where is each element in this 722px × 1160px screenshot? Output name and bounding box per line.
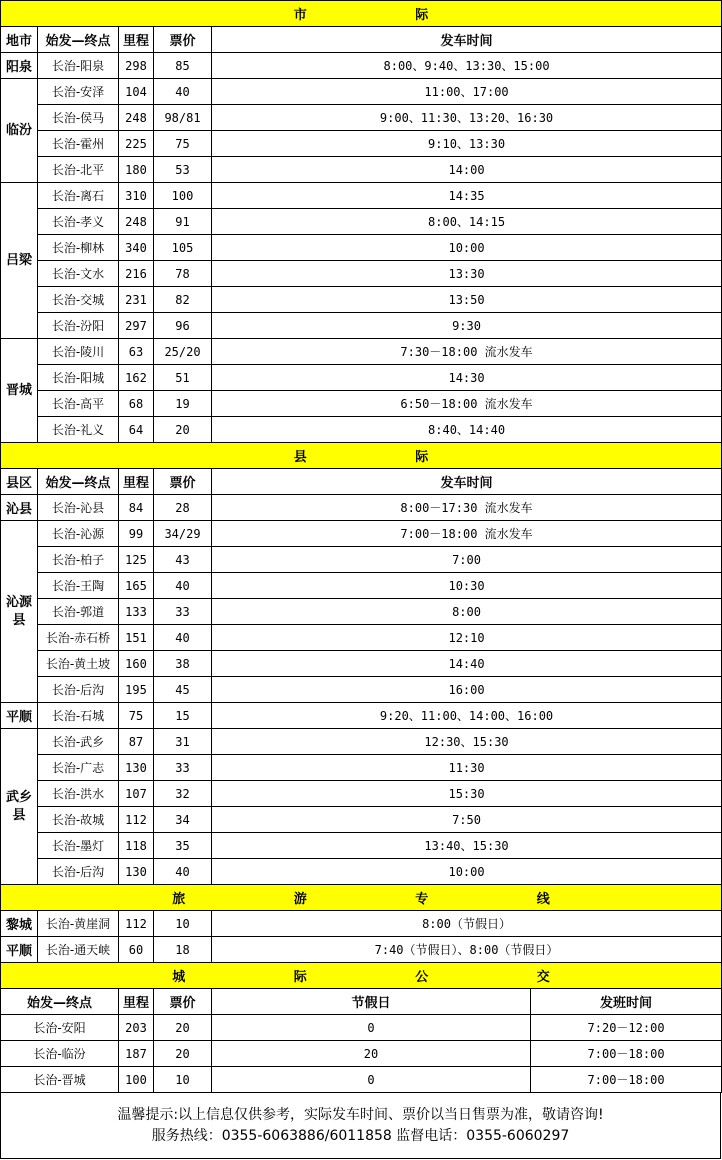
header-distance: 里程 xyxy=(119,989,154,1015)
table-row xyxy=(1,651,722,677)
distance-cell: 187 xyxy=(119,1041,154,1067)
holiday-cell: 0 xyxy=(212,1015,531,1041)
price-cell: 19 xyxy=(154,391,212,417)
schedule-cell: 8:40、14:40 xyxy=(212,417,722,443)
region-cell: 武乡县 xyxy=(1,729,38,885)
route-cell: 长治-孝义 xyxy=(38,209,119,235)
schedule-cell: 13:30 xyxy=(212,261,722,287)
route-cell: 长治-文水 xyxy=(38,261,119,287)
table-row xyxy=(1,677,722,703)
distance-cell: 130 xyxy=(119,755,154,781)
schedule-cell: 7:00－18:00 xyxy=(531,1041,722,1067)
section-band xyxy=(1,885,722,911)
route-cell: 长治-沁源 xyxy=(38,521,119,547)
region-cell: 临汾 xyxy=(1,79,38,183)
distance-cell: 107 xyxy=(119,781,154,807)
distance-cell: 297 xyxy=(119,313,154,339)
route-cell: 长治-安阳 xyxy=(1,1015,119,1041)
schedule-cell: 7:00－18:00 xyxy=(531,1067,722,1093)
table-row xyxy=(1,105,722,131)
schedule-cell: 8:00（节假日） xyxy=(212,911,722,937)
schedule-cell: 9:10、13:30 xyxy=(212,131,722,157)
region-cell: 吕梁 xyxy=(1,183,38,339)
route-cell: 长治-汾阳 xyxy=(38,313,119,339)
header-holiday: 节假日 xyxy=(212,989,531,1015)
region-cell: 沁源县 xyxy=(1,521,38,703)
schedule-cell: 9:20、11:00、14:00、16:00 xyxy=(212,703,722,729)
distance-cell: 64 xyxy=(119,417,154,443)
price-cell: 25/20 xyxy=(154,339,212,365)
schedule-cell: 7:00 xyxy=(212,547,722,573)
holiday-cell: 20 xyxy=(212,1041,531,1067)
price-cell: 38 xyxy=(154,651,212,677)
header-route: 始发—终点 xyxy=(1,989,119,1015)
price-cell: 96 xyxy=(154,313,212,339)
header-schedule: 发车时间 xyxy=(212,27,722,53)
region-cell: 沁县 xyxy=(1,495,38,521)
table-row xyxy=(1,183,722,209)
route-cell: 长治-黄土坡 xyxy=(38,651,119,677)
schedule-cell: 8:00 xyxy=(212,599,722,625)
schedule-cell: 6:50－18:00 流水发车 xyxy=(212,391,722,417)
distance-cell: 112 xyxy=(119,911,154,937)
region-cell: 平顺 xyxy=(1,703,38,729)
schedule-cell: 7:30－18:00 流水发车 xyxy=(212,339,722,365)
distance-cell: 84 xyxy=(119,495,154,521)
price-cell: 40 xyxy=(154,573,212,599)
header-price: 票价 xyxy=(154,469,212,495)
table-row xyxy=(1,807,722,833)
header-distance: 里程 xyxy=(119,469,154,495)
route-cell: 长治-黄崖洞 xyxy=(38,911,119,937)
table-row xyxy=(1,625,722,651)
route-cell: 长治-柏子 xyxy=(38,547,119,573)
distance-cell: 75 xyxy=(119,703,154,729)
route-cell: 长治-离石 xyxy=(38,183,119,209)
route-cell: 长治-广志 xyxy=(38,755,119,781)
schedule-cell: 14:00 xyxy=(212,157,722,183)
price-cell: 85 xyxy=(154,53,212,79)
schedule-cell: 9:00、11:30、13:20、16:30 xyxy=(212,105,722,131)
distance-cell: 165 xyxy=(119,573,154,599)
route-cell: 长治-通天峡 xyxy=(38,937,119,963)
route-cell: 长治-赤石桥 xyxy=(38,625,119,651)
schedule-cell: 15:30 xyxy=(212,781,722,807)
route-cell: 长治-安泽 xyxy=(38,79,119,105)
schedule-cell: 13:40、15:30 xyxy=(212,833,722,859)
table-row xyxy=(1,521,722,547)
distance-cell: 100 xyxy=(119,1067,154,1093)
route-cell: 长治-阳城 xyxy=(38,365,119,391)
route-cell: 长治-北平 xyxy=(38,157,119,183)
table-row xyxy=(1,833,722,859)
price-cell: 40 xyxy=(154,859,212,885)
schedule-cell: 12:10 xyxy=(212,625,722,651)
price-cell: 35 xyxy=(154,833,212,859)
route-cell: 长治-陵川 xyxy=(38,339,119,365)
table-row xyxy=(1,313,722,339)
table-row xyxy=(1,1067,722,1093)
distance-cell: 87 xyxy=(119,729,154,755)
distance-cell: 68 xyxy=(119,391,154,417)
header-region: 县区 xyxy=(1,469,38,495)
table-row xyxy=(1,157,722,183)
table-row xyxy=(1,209,722,235)
table-row xyxy=(1,131,722,157)
route-cell: 长治-故城 xyxy=(38,807,119,833)
price-cell: 75 xyxy=(154,131,212,157)
route-cell: 长治-礼义 xyxy=(38,417,119,443)
region-cell: 平顺 xyxy=(1,937,38,963)
table-row xyxy=(1,703,722,729)
price-cell: 18 xyxy=(154,937,212,963)
schedule-cell: 7:00－18:00 流水发车 xyxy=(212,521,722,547)
table-row xyxy=(1,911,722,937)
schedule-cell: 8:00、9:40、13:30、15:00 xyxy=(212,53,722,79)
schedule-cell: 14:30 xyxy=(212,365,722,391)
header-price: 票价 xyxy=(154,989,212,1015)
price-cell: 40 xyxy=(154,79,212,105)
schedule-cell: 14:35 xyxy=(212,183,722,209)
region-cell: 黎城 xyxy=(1,911,38,937)
route-cell: 长治-阳泉 xyxy=(38,53,119,79)
table-row xyxy=(1,365,722,391)
distance-cell: 125 xyxy=(119,547,154,573)
price-cell: 32 xyxy=(154,781,212,807)
price-cell: 20 xyxy=(154,1015,212,1041)
price-cell: 98/81 xyxy=(154,105,212,131)
distance-cell: 225 xyxy=(119,131,154,157)
price-cell: 33 xyxy=(154,755,212,781)
schedule-cell: 7:20－12:00 xyxy=(531,1015,722,1041)
route-cell: 长治-霍州 xyxy=(38,131,119,157)
price-cell: 78 xyxy=(154,261,212,287)
route-cell: 长治-高平 xyxy=(38,391,119,417)
schedule-cell: 10:00 xyxy=(212,859,722,885)
price-cell: 51 xyxy=(154,365,212,391)
price-cell: 100 xyxy=(154,183,212,209)
header-row xyxy=(1,469,722,495)
table-row xyxy=(1,495,722,521)
table-row xyxy=(1,391,722,417)
route-cell: 长治-交城 xyxy=(38,287,119,313)
route-cell: 长治-后沟 xyxy=(38,677,119,703)
table-row xyxy=(1,937,722,963)
table-row xyxy=(1,729,722,755)
section-band xyxy=(1,443,722,469)
price-cell: 43 xyxy=(154,547,212,573)
table-row xyxy=(1,235,722,261)
distance-cell: 248 xyxy=(119,105,154,131)
header-route: 始发—终点 xyxy=(38,469,119,495)
price-cell: 105 xyxy=(154,235,212,261)
header-schedule: 发班时间 xyxy=(531,989,722,1015)
distance-cell: 216 xyxy=(119,261,154,287)
schedule-cell: 8:00－17:30 流水发车 xyxy=(212,495,722,521)
table-row xyxy=(1,417,722,443)
price-cell: 20 xyxy=(154,417,212,443)
table-row xyxy=(1,573,722,599)
distance-cell: 298 xyxy=(119,53,154,79)
schedule-cell: 8:00、14:15 xyxy=(212,209,722,235)
schedule-cell: 11:30 xyxy=(212,755,722,781)
notice-box xyxy=(0,1093,721,1159)
distance-cell: 133 xyxy=(119,599,154,625)
schedule-cell: 11:00、17:00 xyxy=(212,79,722,105)
price-cell: 10 xyxy=(154,1067,212,1093)
price-cell: 15 xyxy=(154,703,212,729)
header-row xyxy=(1,989,722,1015)
distance-cell: 118 xyxy=(119,833,154,859)
section-title: 旅 游 专 线 xyxy=(1,885,722,911)
section-title: 县 际 xyxy=(1,443,722,469)
route-cell: 长治-石城 xyxy=(38,703,119,729)
route-cell: 长治-后沟 xyxy=(38,859,119,885)
price-cell: 10 xyxy=(154,911,212,937)
distance-cell: 104 xyxy=(119,79,154,105)
route-cell: 长治-郭道 xyxy=(38,599,119,625)
table-row xyxy=(1,755,722,781)
schedule-cell: 16:00 xyxy=(212,677,722,703)
route-cell: 长治-武乡 xyxy=(38,729,119,755)
distance-cell: 340 xyxy=(119,235,154,261)
section-band xyxy=(1,1,722,27)
header-row xyxy=(1,27,722,53)
route-cell: 长治-晋城 xyxy=(1,1067,119,1093)
price-cell: 40 xyxy=(154,625,212,651)
route-cell: 长治-墨灯 xyxy=(38,833,119,859)
schedule-cell: 13:50 xyxy=(212,287,722,313)
distance-cell: 160 xyxy=(119,651,154,677)
header-price: 票价 xyxy=(154,27,212,53)
table-row xyxy=(1,339,722,365)
schedule-cell: 9:30 xyxy=(212,313,722,339)
table-row xyxy=(1,1041,722,1067)
section-title: 市 际 xyxy=(1,1,722,27)
schedule-cell: 14:40 xyxy=(212,651,722,677)
route-cell: 长治-侯马 xyxy=(38,105,119,131)
distance-cell: 310 xyxy=(119,183,154,209)
table-row xyxy=(1,53,722,79)
price-cell: 31 xyxy=(154,729,212,755)
header-region: 地市 xyxy=(1,27,38,53)
schedule-cell: 10:30 xyxy=(212,573,722,599)
region-cell: 晋城 xyxy=(1,339,38,443)
distance-cell: 203 xyxy=(119,1015,154,1041)
price-cell: 53 xyxy=(154,157,212,183)
price-cell: 20 xyxy=(154,1041,212,1067)
price-cell: 34/29 xyxy=(154,521,212,547)
price-cell: 28 xyxy=(154,495,212,521)
distance-cell: 195 xyxy=(119,677,154,703)
distance-cell: 112 xyxy=(119,807,154,833)
price-cell: 34 xyxy=(154,807,212,833)
table-row xyxy=(1,547,722,573)
section-title: 城 际 公 交 xyxy=(1,963,722,989)
section-band xyxy=(1,963,722,989)
header-route: 始发—终点 xyxy=(38,27,119,53)
distance-cell: 162 xyxy=(119,365,154,391)
table-row xyxy=(1,599,722,625)
region-cell: 阳泉 xyxy=(1,53,38,79)
table-row xyxy=(1,79,722,105)
price-cell: 91 xyxy=(154,209,212,235)
price-cell: 82 xyxy=(154,287,212,313)
route-cell: 长治-临汾 xyxy=(1,1041,119,1067)
distance-cell: 63 xyxy=(119,339,154,365)
schedule-cell: 12:30、15:30 xyxy=(212,729,722,755)
route-cell: 长治-王陶 xyxy=(38,573,119,599)
schedule-cell: 10:00 xyxy=(212,235,722,261)
distance-cell: 99 xyxy=(119,521,154,547)
distance-cell: 248 xyxy=(119,209,154,235)
distance-cell: 60 xyxy=(119,937,154,963)
holiday-cell: 0 xyxy=(212,1067,531,1093)
header-schedule: 发车时间 xyxy=(212,469,722,495)
schedule-cell: 7:50 xyxy=(212,807,722,833)
header-distance: 里程 xyxy=(119,27,154,53)
price-cell: 33 xyxy=(154,599,212,625)
table-row xyxy=(1,261,722,287)
table-row xyxy=(1,287,722,313)
route-cell: 长治-洪水 xyxy=(38,781,119,807)
table-row xyxy=(1,859,722,885)
distance-cell: 151 xyxy=(119,625,154,651)
distance-cell: 130 xyxy=(119,859,154,885)
distance-cell: 231 xyxy=(119,287,154,313)
distance-cell: 180 xyxy=(119,157,154,183)
route-cell: 长治-柳林 xyxy=(38,235,119,261)
table-row xyxy=(1,781,722,807)
notice-line: 温馨提示:以上信息仅供参考，实际发车时间、票价以当日售票为准，敬请咨询! xyxy=(117,1107,604,1123)
price-cell: 45 xyxy=(154,677,212,703)
table-row xyxy=(1,1015,722,1041)
schedule-cell: 7:40（节假日）、8:00（节假日） xyxy=(212,937,722,963)
route-cell: 长治-沁县 xyxy=(38,495,119,521)
hotline-line: 服务热线：0355-6063886/6011858 监督电话：0355-6060297 xyxy=(151,1128,570,1144)
